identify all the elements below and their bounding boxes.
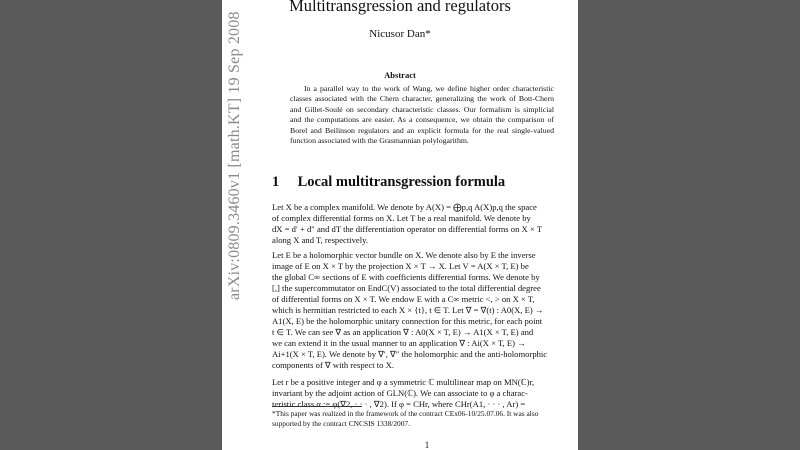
abstract-text: In a parallel way to the work of Wang, we define higher order characteristic classes associated with the Chern character, generalizing the work of Bott-Chern and Gillet-Soulé on secondary characteristic classes. Our formalism is simplicial and the computations are easier. As a consequence, we obtain the comparison of Borel and Beilinson regulators and an explicit formula for the real single-valued function associated with the Grasmannian polylogarithm.	[290, 84, 554, 146]
text-line: Let X be a complex manifold. We denote by A(X) = ⨁p,q A(X)p,q the space	[272, 202, 537, 212]
section-heading	[272, 174, 578, 191]
text-line: components of ∇ with respect to X.	[272, 360, 394, 370]
text-line: Let E be a holomorphic vector bundle on X. We denote also by E the inverse	[272, 250, 536, 260]
text-line: image of E on X × T by the projection X × T → X. Let V = A(X × T, E) be	[272, 261, 529, 271]
footnote-divider	[272, 406, 362, 407]
text-line: Ai+1(X × T, E). We denote by ∇′, ∇″ the holomorphic and the anti-holomorphic	[272, 349, 548, 359]
footnote-line: supported by the contract CNCSIS 1338/2007.	[272, 419, 410, 428]
page-number: 1	[424, 440, 430, 450]
footnote-line: *This paper was realized in the framework of the contract CEx06-10/25.07.06. It was also	[272, 409, 539, 418]
text-line: the global C∞ sections of E with coefficients differential forms. We denote by	[272, 272, 540, 282]
text-line: [,] the supercommutator on EndC(V) associated to the total differential degree	[272, 283, 541, 293]
section-number: 1	[272, 174, 280, 190]
paper-author: Nicusor Dan*	[369, 28, 431, 40]
abstract-heading: Abstract	[384, 70, 416, 80]
text-line: we can extend it in the usual manner to an application ∇ : Ai(X × T, E) →	[272, 338, 526, 348]
section-title: Local multitransgression formula	[297, 174, 506, 190]
text-line: A1(X, E) be the holomorphic unitary connection for this metric, for each point	[272, 316, 543, 326]
text-line: dX = d′ + d″ and dT the differentiation operator on differential forms on X × T	[272, 224, 542, 234]
text-line: t ∈ T. We can see ∇ as an application ∇ : A0(X × T, E) → A1(X × T, E) and	[272, 327, 534, 337]
text-line: teristic class α := φ(∇2, · · · , ∇2). If φ = CHr, where CHr(A1, · · · , Ar) =	[272, 399, 526, 409]
text-line: Let r be a positive integer and φ a symmetric ℂ multilinear map on MN(ℂ)r,	[272, 377, 535, 387]
text-line: invariant by the adjoint action of GLN(ℂ). We can associate to φ a charac-	[272, 388, 528, 398]
text-line: which is hermitian restricted to each X × {t}, t ∈ T. Let ∇ = ∇(t) : A0(X, E) →	[272, 305, 544, 315]
paragraph-2	[272, 250, 578, 371]
text-line: along X and T, respectively.	[272, 235, 369, 245]
arxiv-identifier: arXiv:0809.3460v1 [math.KT] 19 Sep 2008	[226, 11, 243, 300]
footnote	[272, 409, 578, 429]
text-line: of differential forms on X × T. We endow E with a C∞ metric <, > on X × T,	[272, 294, 535, 304]
text-line: of complex differential forms on X. Let T be a real manifold. We denote by	[272, 213, 531, 223]
paragraph-1	[272, 202, 578, 246]
paper-title: Multitransgression and regulators	[289, 0, 511, 15]
